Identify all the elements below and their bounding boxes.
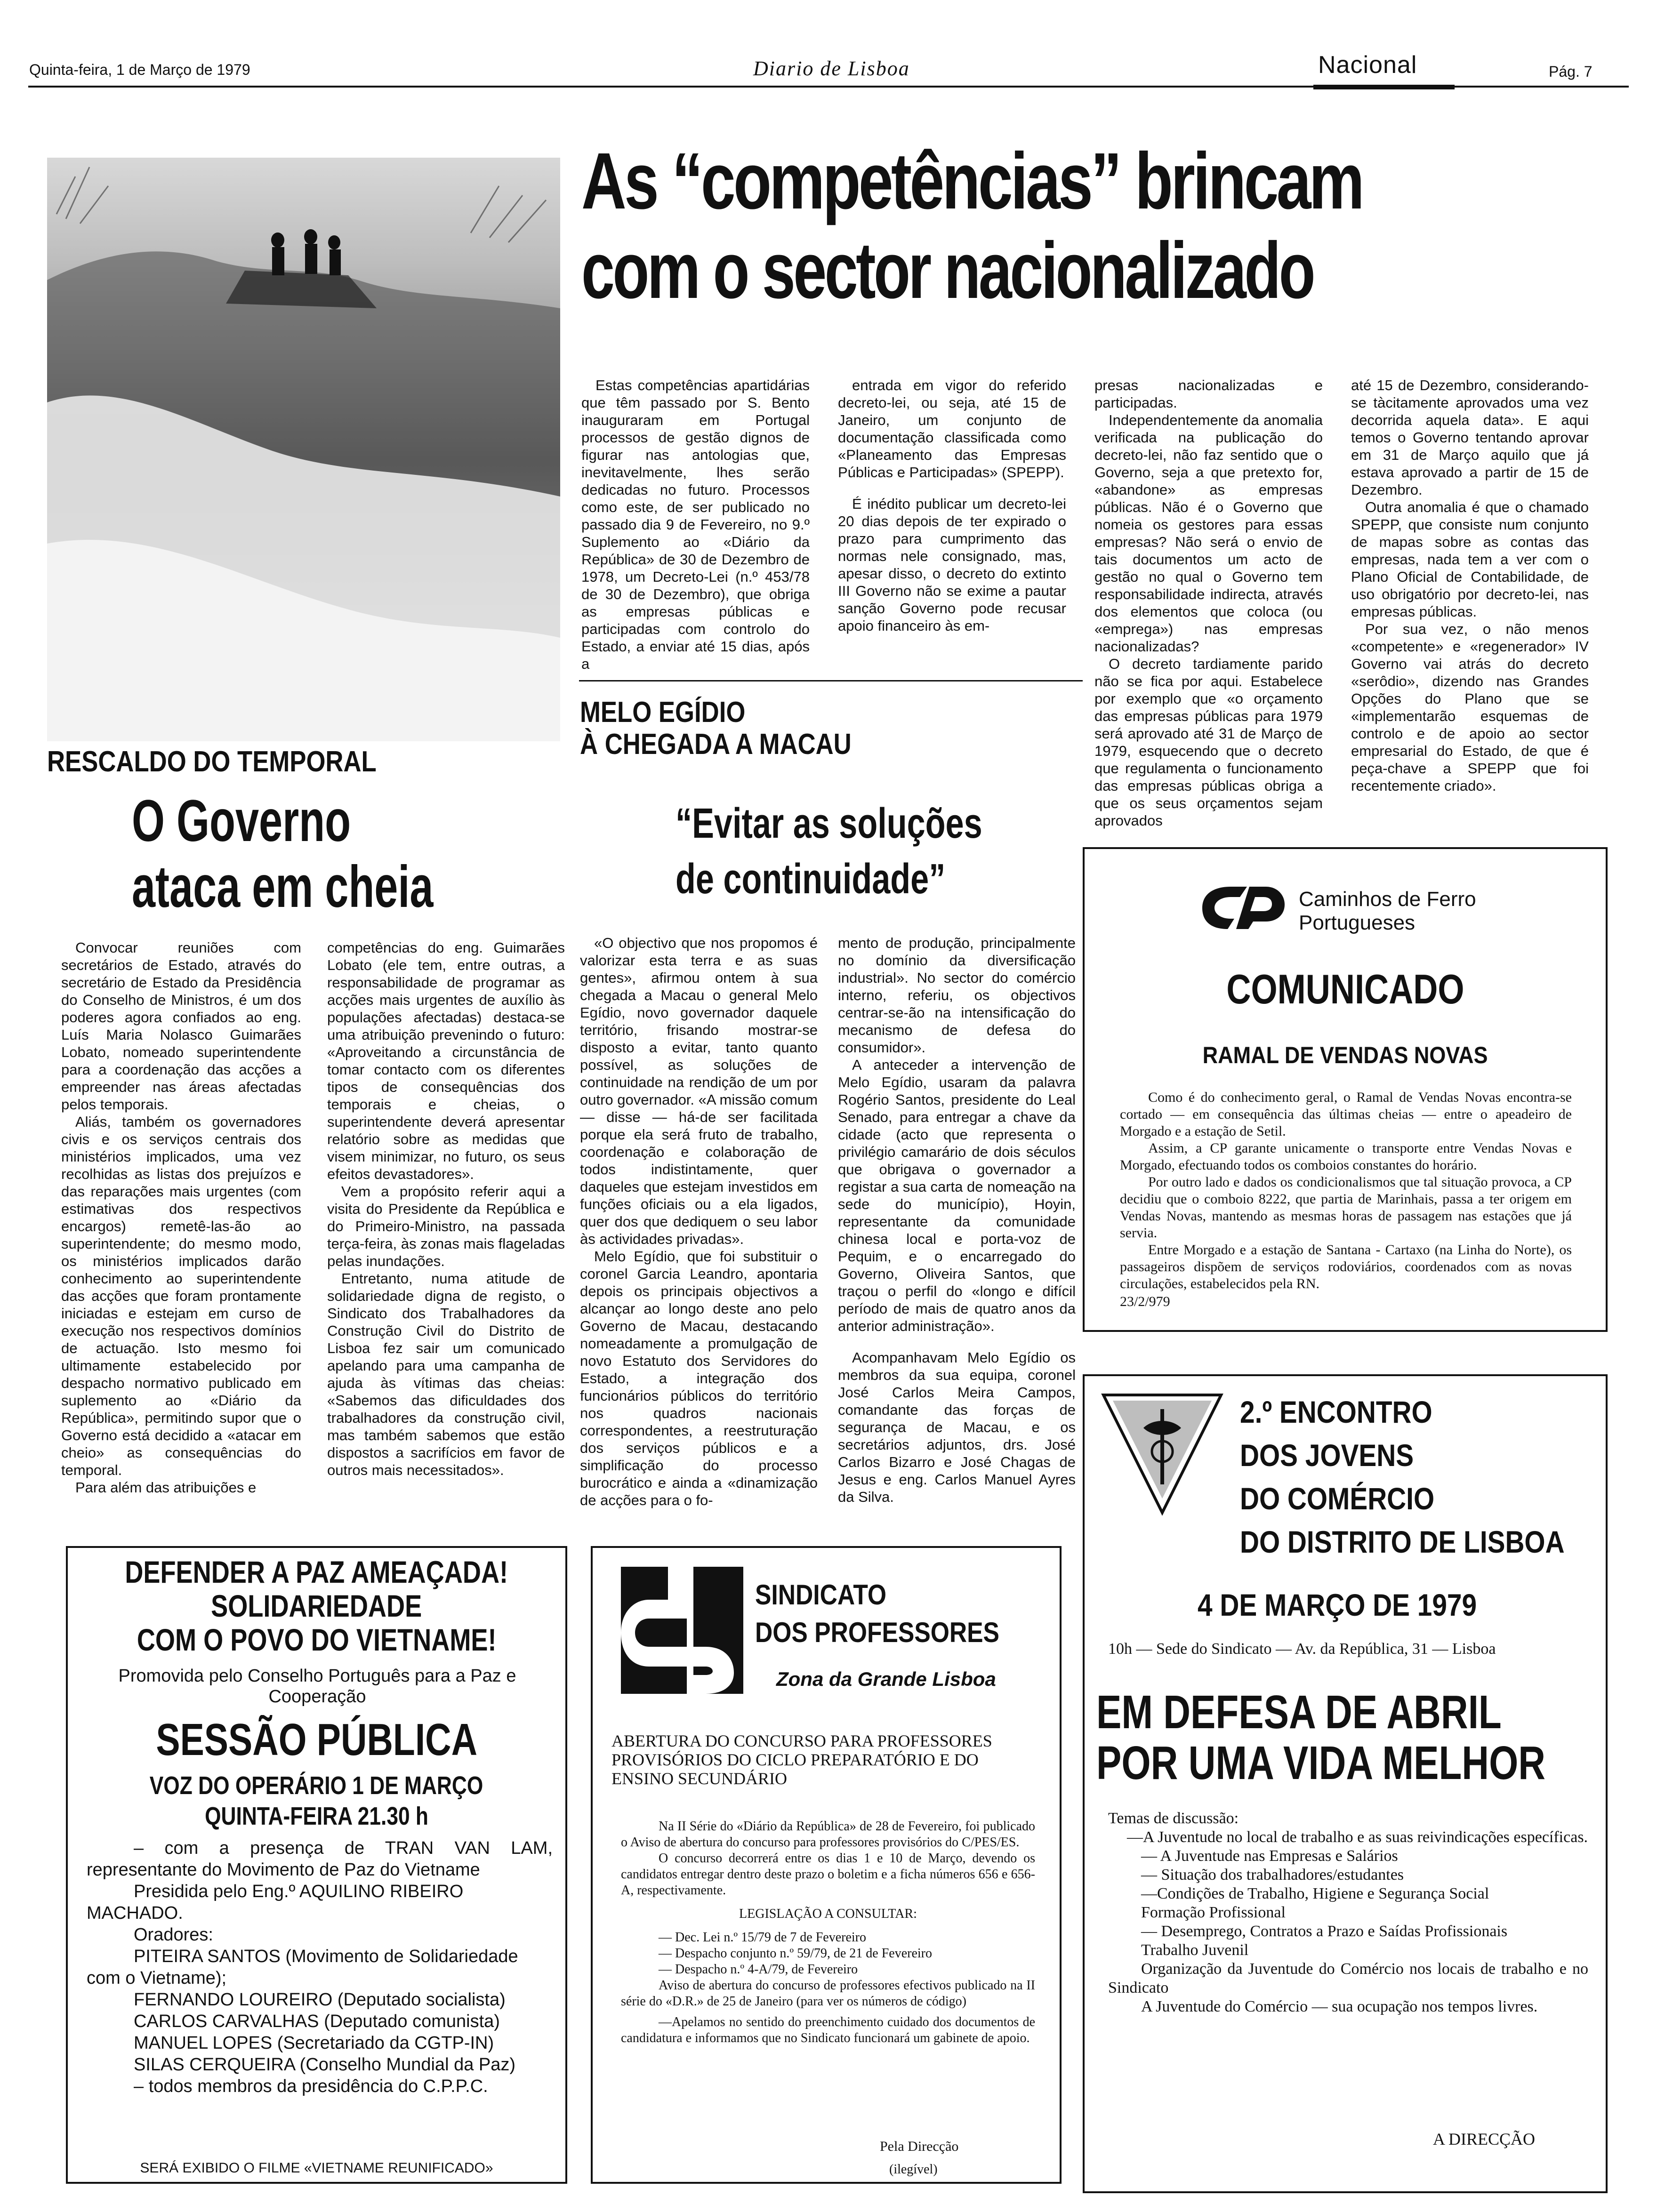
- jovens-theme: — Situação dos trabalhadores/estudantes: [1141, 1866, 1404, 1883]
- main-article-paragraph: presas nacionalizadas e participadas.: [1094, 377, 1323, 411]
- main-article-paragraph: entrada em vigor do referido decreto-lei, ou seja, até 15 de Janeiro, um conjunto de documentação classificada como «Planeamento das Empresas Públicas e Participadas» (SPEPP).: [838, 377, 1066, 481]
- jovens-theme: — A Juventude nas Empresas e Salários: [1141, 1847, 1398, 1865]
- professores-name: [755, 1576, 1047, 1656]
- cp-paragraph: Assim, a CP garante unicamente o transporte entre Vendas Novas e Morgado, efectuando todos os comboios constantes do horário.: [1120, 1140, 1572, 1173]
- professores-paragraph: O concurso decorrerá entre os dias 1 e 10 de Março, devendo os candidatos entregar dentro deste prazo o boletim e a ficha números 656 e 656-A, respectivamente.: [621, 1851, 1035, 1898]
- jovens-date: 4 DE MARÇO DE 1979: [1198, 1587, 1477, 1622]
- main-headline-line-1: As “competências” brincam: [581, 141, 1362, 226]
- main-article-paragraph: O decreto tardiamente parido não se fica por aqui. Estabelece por exemplo que «o orçamento das empresas públicas para 1979 será aprovado até 31 de Março de 1979, esquecendo que o decreto que regulamenta o funcionamento das empresas públicas obriga a que os seus orçamentos sejam aprovados: [1094, 656, 1323, 829]
- vietname-speaker: SILAS CERQUEIRA (Conselho Mundial da Paz): [134, 2055, 516, 2075]
- vietname-details: [87, 1837, 553, 2097]
- jovens-themes-heading: Temas de discussão:: [1108, 1810, 1239, 1827]
- vietname-speaker: PITEIRA SANTOS (Movimento de Solidariedade com o Vietname);: [87, 1947, 518, 1988]
- temporal-headline-line-1: O Governo: [132, 791, 351, 854]
- macau-paragraph: Acompanhavam Melo Egídio os membros da sua equipa, coronel José Carlos Meira Campos, comandante das forças de segurança de Macau, e os secretários adjuntos, drs. José Carlos Bizarro e José Chagas de Jesus e eng. Carlos Manuel Ayres da Silva.: [838, 1349, 1076, 1505]
- jovens-title-line-2: DOS JOVENS: [1240, 1438, 1414, 1473]
- jovens-title-line-1: 2.º ENCONTRO: [1240, 1395, 1432, 1429]
- section-underline: [1313, 85, 1455, 89]
- cp-body: [1120, 1089, 1572, 1292]
- macau-paragraph: «O objectivo que nos propomos é valorizar esta terra e as suas gentes», afirmou ontem à sua chegada a Macau o general Melo Egídio, novo governador daquele território, frisando mostrar-se disposto a evitar, tanto quanto possível, as soluções de continuidade na rendição de um por outro governador. «A missão comum — disse — há-de ser facilitada porque ela será fruto de trabalho, coordenação e colaboração de todos indistintamente, quer daqueles que estejam investidos em funções oficiais ou a ela ligados, quer dos que dediquem o seu labor às actividades privadas».: [580, 935, 818, 1247]
- masthead: Diario de Lisboa: [753, 57, 910, 80]
- cp-paragraph: Por outro lado e dados os condicionalismos que tal situação provoca, a CP decidiu que o comboio 8222, que partia de Marinhais, passa a ter origem em Vendas Novas, mantendo as mesmas horas de passagem nas estações que já servia.: [1120, 1174, 1572, 1241]
- macau-paragraph: Melo Egídio, que foi substituir o coronel Garcia Leandro, apontaria depois os principais objectivos a alcançar ao longo deste ano pelo Governo de Macau, destacando nomeadamente a promulgação de novo Estatuto dos Servidores do Estado, a integração dos funcionários públicos do território nos quadros nacionais correspondentes, a reestruturação dos serviços públicos e a simplificação do processo burocrático e ainda a «dinamização de acções para o fo-: [580, 1248, 818, 1508]
- cp-brand-line-1: Caminhos de Ferro: [1299, 888, 1476, 911]
- jovens-theme: — Desemprego, Contratos a Prazo e Saídas Profissionais: [1141, 1923, 1508, 1940]
- main-article-col-3: [1094, 377, 1323, 829]
- professores-body: [621, 1819, 1035, 2046]
- professores-name-line-1: SINDICATO: [755, 1579, 887, 1611]
- jovens-title-line-4: DO DISTRITO DE LISBOA: [1240, 1524, 1565, 1559]
- temporal-paragraph: Aliás, também os governadores civis e os serviços centrais dos ministérios implicados, uma vez recolhidas as listas dos prejuízos e das reparações mais urgentes (com estimativas dos respectivos encargos) remetê-las-ão ao superintendente; do mesmo modo, os ministérios implicados darão conhecimento ao superintendente das acções que foram prontamente iniciadas e estejam em curso de execução nos respectivos domínios de actuação. Isto mesmo foi ultimamente estabelecido por despacho normativo publicado em suplemento ao «Diário da República», permitindo supor que o Governo está decidido a «atacar em cheio» as consequências do temporal.: [61, 1114, 301, 1478]
- professores-paragraph: —Apelamos no sentido do preenchimento cuidado dos documentos de candidatura e informamos que no Sindicato funcionará um gabinete de apoio.: [621, 2015, 1035, 2045]
- cp-logo: [1198, 882, 1287, 934]
- section-label: Nacional: [1318, 51, 1417, 79]
- temporal-paragraph: Para além das atribuições e: [75, 1479, 257, 1496]
- jovens-title: [1240, 1390, 1598, 1579]
- flood-photo: [47, 158, 560, 741]
- main-article-paragraph: Por sua vez, o não menos «competente» e «regenerador» IV Governo vai atrás do decreto «serôdio», dizendo nas Grandes Opções do Plano que se «implementarão esquemas de controlo e de apoio ao sector empresarial do Estado, de que é peça-chave a SPEPP que foi recentemente criado».: [1351, 621, 1589, 794]
- macau-col-2: [838, 934, 1076, 1506]
- main-article-paragraph: Estas competências apartidárias que têm passado por S. Bento inauguraram em Portugal processos de gestão dignos de figurar nas antologias que, inevitavelmente, lhes serão dedicadas no futuro. Processos como este, de ser publicado no passado dia 9 de Fevereiro, no 9.º Suplemento ao «Diário da República» de 30 de Dezembro de 1978, um Decreto-Lei (n.º 453/78 de 30 de Dezembro), que obriga as empresas públicas e participadas com controlo do Estado, a enviar até 15 dias, após a: [581, 377, 810, 672]
- main-headline-line-2: com o sector nacionalizado: [581, 226, 1314, 315]
- main-article-col-1: [581, 377, 810, 673]
- macau-kicker-line-2: À CHEGADA A MACAU: [580, 728, 852, 761]
- page-number: Pág. 7: [1549, 63, 1593, 80]
- macau-kicker: [580, 697, 1079, 767]
- page-date: Quinta-feira, 1 de Março de 1979: [29, 61, 250, 78]
- vietname-line-1: DEFENDER A PAZ AMEAÇADA!: [125, 1555, 508, 1589]
- vietname-closing: – todos membros da presidência do C.P.P.C.: [134, 2076, 488, 2096]
- main-headline: [581, 141, 1617, 348]
- main-article-paragraph: Outra anomalia é que o chamado SPEPP, que consiste num conjunto de mapas sobre as contas das empresas, nada tem a ver com o Plano Oficial de Contabilidade, de uso obrigatório por decreto-lei, nas empresas públicas.: [1351, 499, 1589, 620]
- cp-date: 23/2/979: [1120, 1294, 1170, 1309]
- professores-ad: [591, 1546, 1062, 2184]
- jovens-theme: Organização da Juventude do Comércio nos locais de trabalho e no Sindicato: [1108, 1960, 1588, 1996]
- macau-col-1: [580, 934, 818, 1509]
- professores-logo: [621, 1567, 743, 1694]
- temporal-headline: [132, 791, 555, 927]
- temporal-paragraph: Vem a propósito referir aqui a visita do Presidente da República e do Primeiro-Ministro, na passada terça-feira, às zonas mais flageladas pelas inundações.: [327, 1183, 565, 1269]
- vietname-speaker: FERNANDO LOUREIRO (Deputado socialista): [134, 1990, 506, 2010]
- jovens-themes: [1108, 1809, 1588, 2016]
- professores-headline: ABERTURA DO CONCURSO PARA PROFESSORES PROVISÓRIOS DO CICLO PREPARATÓRIO E DO ENSINO SECUNDÁRIO: [611, 1731, 992, 1788]
- jovens-slogan-line-2: POR UMA VIDA MELHOR: [1096, 1737, 1546, 1789]
- jovens-theme: Formação Profissional: [1141, 1904, 1286, 1921]
- vietname-promo: Promovida pelo Conselho Português para a Paz e Cooperação: [118, 1666, 516, 1707]
- vietname-line-3: COM O POVO DO VIETNAME!: [137, 1622, 497, 1657]
- jovens-location: 10h — Sede do Sindicato — Av. da República, 31 — Lisboa: [1108, 1640, 1496, 1658]
- temporal-col-2: [327, 939, 565, 1479]
- jovens-ad: [1083, 1374, 1608, 2193]
- vietname-speakers-heading: Oradores:: [134, 1925, 213, 1945]
- column-rule: [579, 680, 1083, 681]
- vietname-title: SESSÃO PÚBLICA: [156, 1715, 477, 1765]
- vietname-headline: [68, 1555, 565, 1668]
- jovens-emblem: [1099, 1390, 1226, 1517]
- cp-brand-line-2: Portugueses: [1299, 911, 1416, 934]
- professores-law: — Despacho n.º 4-A/79, de Fevereiro: [659, 1962, 858, 1977]
- jovens-slogan-line-1: EM DEFESA DE ABRIL: [1096, 1687, 1502, 1739]
- professores-name-line-2: DOS PROFESSORES: [755, 1617, 999, 1648]
- macau-paragraph: A anteceder a intervenção de Melo Egídio, usaram da palavra Rogério Santos, presidente do Leal Senado, para entregar a chave da cidade (acto que representa o privilégio camarário de dois séculos que obrigava o governador a registar a sua carta de nomeação na sede do município), Hoyin, representante da comunidade chinesa local e porta-voz de Pequim, e o encarregado do Governo, Oliveira Santos, que traçou o perfil do «longo e difícil período de mais de quatro anos da anterior administração».: [838, 1057, 1076, 1334]
- jovens-theme: Trabalho Juvenil: [1141, 1941, 1249, 1959]
- macau-kicker-line-1: MELO EGÍDIO: [580, 697, 746, 729]
- cp-subtitle: RAMAL DE VENDAS NOVAS: [1202, 1042, 1488, 1068]
- macau-headline-line-2: de continuidade”: [676, 856, 946, 903]
- jovens-slogan: [1096, 1687, 1605, 1795]
- temporal-paragraph: competências do eng. Guimarães Lobato (ele tem, entre outras, a responsabilidade de programar as acções mais urgentes de auxílio às populações afectadas) destaca-se uma atribuição prevenindo o futuro: «Aproveitando a circunstância de tomar contacto com os diferentes tipos de consequências dos temporais e cheias, o superintendente deverá apresentar relatório sobre as medidas que visem minimizar, no futuro, os seus efeitos devastadores».: [327, 939, 565, 1182]
- main-article-paragraph: É inédito publicar um decreto-lei 20 dias depois de ter expirado o prazo para cumprimento das normas nele consignado, mas, apesar disso, o decreto do extinto III Governo não se exime a pautar sanção Governo pode recusar apoio financeiro às em-: [838, 496, 1066, 634]
- jovens-signature: A DIRECÇÃO: [1433, 2130, 1536, 2148]
- professores-paragraph: Na II Série do «Diário da República» de 28 de Fevereiro, foi publicado o Aviso de abertura do concurso para professores provisórios do C/PES/ES.: [621, 1819, 1035, 1850]
- professores-illegible: (ilegível): [889, 2162, 938, 2177]
- vietname-guest: – com a presença de TRAN VAN LAM, representante do Movimento de Paz do Vietname: [87, 1838, 553, 1880]
- cp-paragraph: Como é do conhecimento geral, o Ramal de Vendas Novas encontra-se cortado — em consequência das últimas cheias — entre o apeadeiro de Morgado e a estação de Setil.: [1120, 1090, 1572, 1139]
- vietname-line-2: SOLIDARIEDADE: [211, 1588, 422, 1623]
- macau-paragraph: mento de produção, principalmente no domínio da diversificação industrial». No sector do comércio interno, referiu, os objectivos centrar-se-ão na intensificação do mecanismo de defesa do consumidor».: [838, 935, 1076, 1056]
- temporal-paragraph: Entretanto, numa atitude de solidariedade digna de registo, o Sindicato dos Trabalhadores da Construção Civil do Distrito de Lisboa fez sair um comunicado apelando para uma campanha de ajuda às vítimas das cheias: «Sabemos das dificuldades dos trabalhadores da construção civil, mas também sabemos que estão dispostos a sacrifícios em favor de outros mais necessitados».: [327, 1270, 565, 1478]
- professores-law: — Dec. Lei n.º 15/79 de 7 de Fevereiro: [659, 1930, 866, 1945]
- vietname-speaker: CARLOS CARVALHAS (Deputado comunista): [134, 2012, 500, 2031]
- cp-title: COMUNICADO: [1226, 967, 1464, 1012]
- professores-law: — Despacho conjunto n.º 59/79, de 21 de Fevereiro: [659, 1946, 932, 1961]
- professores-legislation-heading: LEGISLAÇÃO A CONSULTAR:: [739, 1907, 917, 1921]
- jovens-theme: —Condições de Trabalho, Higiene e Segurança Social: [1141, 1885, 1489, 1902]
- jovens-theme: —A Juventude no local de trabalho e as suas reivindicações específicas.: [1127, 1828, 1588, 1846]
- macau-headline: [676, 800, 1080, 913]
- vietname-ad: [66, 1546, 567, 2184]
- vietname-speaker: MANUEL LOPES (Secretariado da CGTP-IN): [134, 2033, 494, 2053]
- vietname-president: Presidida pelo Eng.º AQUILINO RIBEIRO MACHADO.: [87, 1882, 464, 1923]
- main-article-paragraph: até 15 de Dezembro, considerando-se tàcitamente aprovados uma vez decorrida aquela data». E aqui temos o Governo tentando aprovar em 31 de Março aquilo que já estava aprovado a partir de 15 de Dezembro.: [1351, 377, 1589, 498]
- main-article-col-2: [838, 377, 1066, 634]
- cp-paragraph: Entre Morgado e a estação de Santana - Cartaxo (na Linha do Norte), os passageiros dispõem de serviços rodoviários, coordenados com as novas circulações, estabelecidos pela RN.: [1120, 1242, 1572, 1291]
- jovens-theme: A Juventude do Comércio — sua ocupação nos tempos livres.: [1141, 1998, 1538, 2015]
- temporal-col-1: [61, 939, 301, 1496]
- professores-paragraph: Aviso de abertura do concurso de professores efectivos publicado na II série do «D.R.» de 25 de Janeiro (para ver os números de código): [621, 1978, 1035, 2009]
- professores-signature: Pela Direcção: [880, 2139, 959, 2154]
- main-article-col-4: [1351, 377, 1589, 794]
- macau-headline-line-1: “Evitar as soluções: [676, 800, 982, 847]
- temporal-headline-line-2: ataca em cheia: [132, 854, 434, 920]
- vietname-film: SERÁ EXIBIDO O FILME «VIETNAME REUNIFICADO»: [140, 2160, 493, 2176]
- jovens-title-line-3: DO COMÉRCIO: [1240, 1481, 1435, 1516]
- professores-zone: Zona da Grande Lisboa: [776, 1668, 996, 1690]
- temporal-paragraph: Convocar reuniões com secretários de Estado, através do secretário de Estado da Presidência do Conselho de Ministros, é um dos poderes agora confiados ao eng. Luís Maria Nolasco Guimarães Lobato, nomeado superintendente para a coordenação das acções a empreender nas áreas afectadas pelos temporais.: [61, 939, 301, 1113]
- vietname-time: QUINTA-FEIRA 21.30 h: [205, 1802, 428, 1830]
- temporal-kicker: RESCALDO DO TEMPORAL: [47, 746, 377, 778]
- cp-ad: [1083, 847, 1608, 1332]
- main-article-paragraph: Independentemente da anomalia verificada na publicação do decreto-lei, não faz sentido que o Governo, seja a que pretexto for, «abandone» as empresas públicas. Não é o Governo que nomeia os gestores para essas empresas? Não será o envio de tais documentos um acto de gestão no qual o Governo tem responsabilidade indirecta, através dos elementos que coloca (ou «emprega») nas empresas nacionalizadas?: [1094, 412, 1323, 655]
- vietname-venue: VOZ DO OPERÁRIO 1 DE MARÇO: [150, 1771, 483, 1800]
